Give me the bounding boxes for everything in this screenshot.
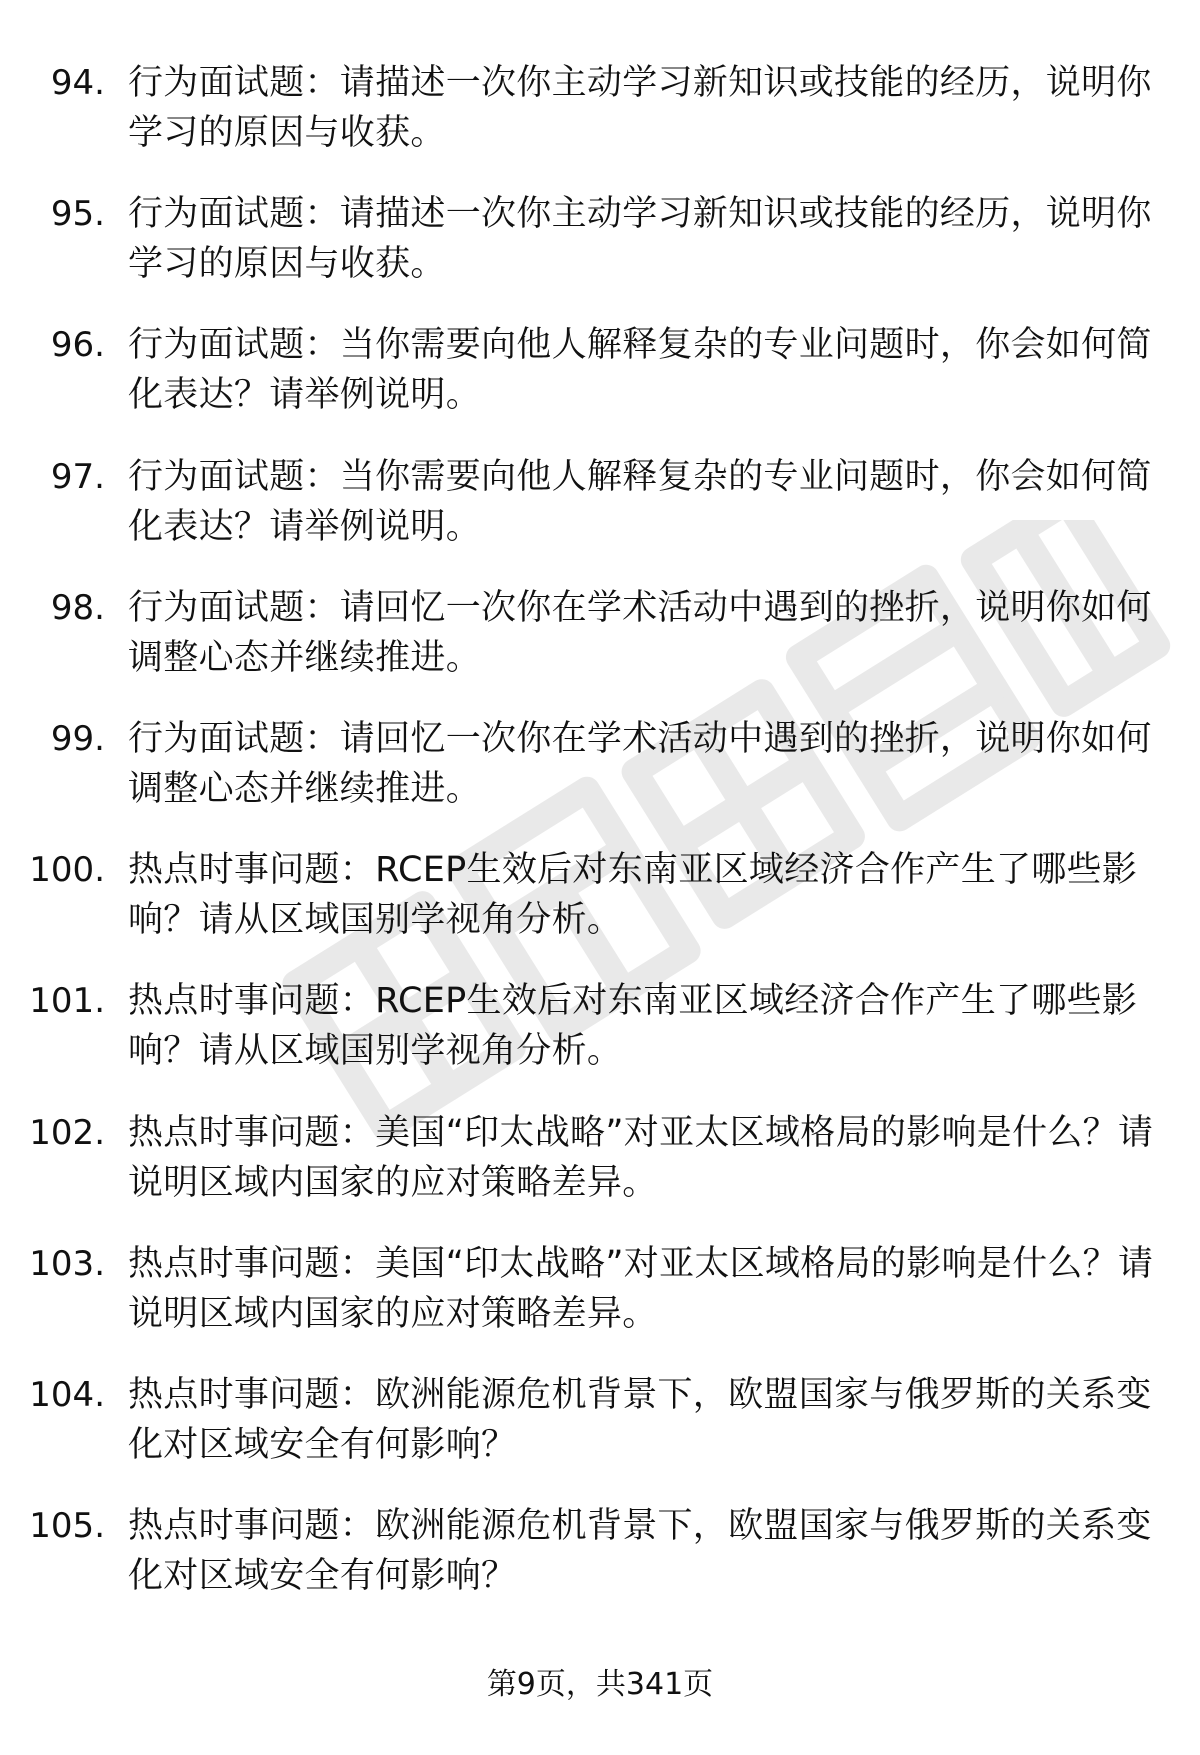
question-number: 96. bbox=[50, 325, 105, 366]
question-item bbox=[0, 1239, 1200, 1370]
question-number: 101. bbox=[29, 981, 105, 1022]
question-item bbox=[0, 452, 1200, 583]
question-number: 98. bbox=[50, 587, 105, 628]
question-item bbox=[0, 845, 1200, 976]
question-text: 行为面试题：当你需要向他人解释复杂的专业问题时，你会如何简化表达？请举例说明。 bbox=[128, 456, 1152, 547]
question-text: 行为面试题：请描述一次你主动学习新知识或技能的经历，说明你学习的原因与收获。 bbox=[128, 194, 1152, 285]
question-item bbox=[0, 58, 1200, 189]
question-text: 行为面试题：请回忆一次你在学术活动中遇到的挫折，说明你如何调整心态并继续推进。 bbox=[128, 587, 1152, 678]
question-item bbox=[0, 976, 1200, 1107]
question-item bbox=[0, 1370, 1200, 1501]
question-text: 热点时事问题：美国“印太战略”对亚太区域格局的影响是什么？请说明区域内国家的应对策略差异。 bbox=[128, 1112, 1154, 1203]
question-text: 热点时事问题：RCEP生效后对东南亚区域经济合作产生了哪些影响？请从区域国别学视角分析。 bbox=[128, 981, 1138, 1072]
question-item bbox=[0, 714, 1200, 845]
question-number: 105. bbox=[29, 1506, 105, 1547]
question-text: 热点时事问题：欧洲能源危机背景下，欧盟国家与俄罗斯的关系变化对区域安全有何影响？ bbox=[128, 1506, 1152, 1597]
question-item bbox=[0, 583, 1200, 714]
question-number: 95. bbox=[50, 194, 105, 235]
question-text: 热点时事问题：欧洲能源危机背景下，欧盟国家与俄罗斯的关系变化对区域安全有何影响？ bbox=[128, 1374, 1152, 1465]
question-number: 103. bbox=[29, 1243, 105, 1284]
question-number: 97. bbox=[50, 456, 105, 497]
question-number: 102. bbox=[29, 1112, 105, 1153]
question-text: 热点时事问题：RCEP生效后对东南亚区域经济合作产生了哪些影响？请从区域国别学视角分析。 bbox=[128, 850, 1138, 941]
question-number: 104. bbox=[29, 1374, 105, 1415]
question-text: 行为面试题：当你需要向他人解释复杂的专业问题时，你会如何简化表达？请举例说明。 bbox=[128, 325, 1152, 416]
question-number: 94. bbox=[50, 63, 105, 103]
question-text: 行为面试题：请描述一次你主动学习新知识或技能的经历，说明你学习的原因与收获。 bbox=[128, 63, 1152, 153]
question-item bbox=[0, 189, 1200, 320]
question-text: 行为面试题：请回忆一次你在学术活动中遇到的挫折，说明你如何调整心态并继续推进。 bbox=[128, 718, 1152, 809]
question-item bbox=[0, 1108, 1200, 1239]
question-number: 99. bbox=[50, 718, 105, 759]
question-item bbox=[0, 320, 1200, 451]
page-footer: 第9页，共341页 bbox=[486, 1667, 714, 1702]
question-list bbox=[0, 58, 1200, 1632]
question-text: 热点时事问题：美国“印太战略”对亚太区域格局的影响是什么？请说明区域内国家的应对策略差异。 bbox=[128, 1243, 1154, 1334]
question-item bbox=[0, 1501, 1200, 1632]
question-number: 100. bbox=[29, 850, 105, 891]
